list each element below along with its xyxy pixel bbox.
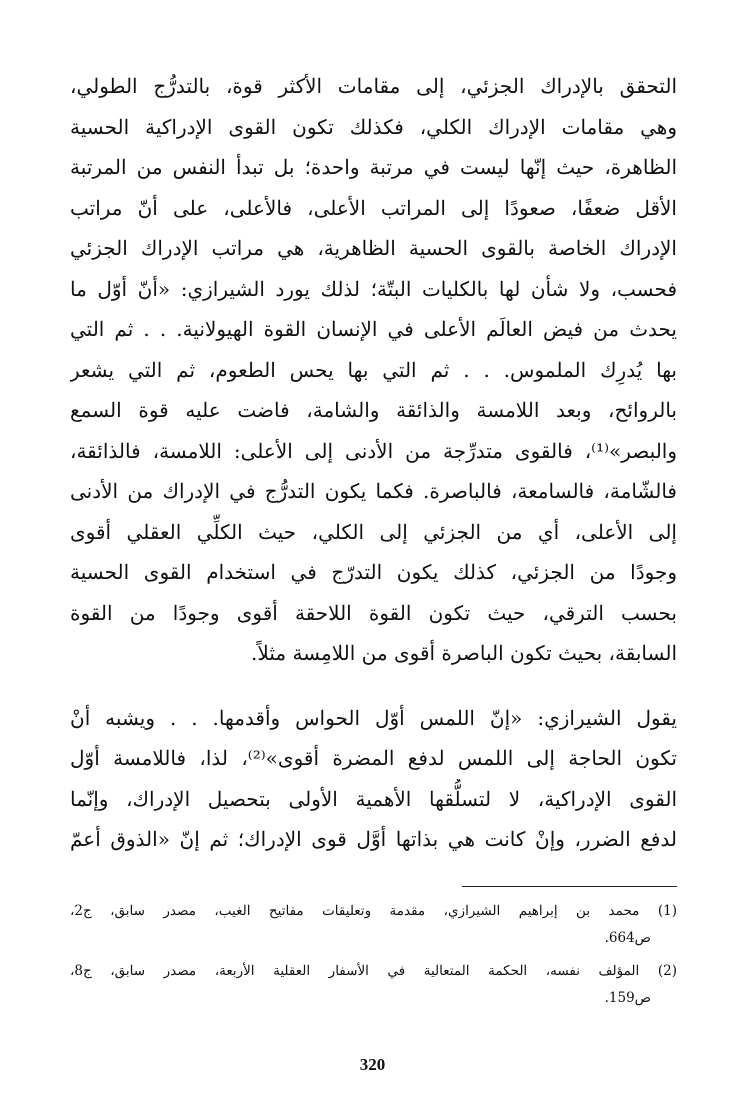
footnote-separator xyxy=(462,886,677,887)
text-line: السابقة، بحيث تكون الباصرة أقوى من اللامِسة مثلاً. xyxy=(251,641,677,665)
text-line: والبصر»⁽¹⁾، فالقوى متدرِّجة من الأدنى إلى الأعلى: اللامسة، فالذائقة، xyxy=(70,438,677,463)
text-line: الظاهرة، حيث إنّها ليست في مرتبة واحدة؛ بل تبدأ النفس من المرتبة xyxy=(70,155,677,179)
footnote-line: (1) محمد بن إبراهيم الشيرازي، مقدمة وتعليقات مفاتيح الغيب، مصدر سابق، ج2، xyxy=(70,903,677,919)
text-line: وجودًا من الجزئي، كذلك يكون التدرّج في استخدام القوى الحسية xyxy=(70,560,677,584)
main-text xyxy=(70,66,677,860)
footnotes xyxy=(70,898,677,1012)
text-line: إلى الأعلى، أي من الجزئي إلى الكلي، حيث الكلِّي العقلي أقوى xyxy=(70,519,677,544)
text-line: بها يُدرِك الملموس. . . ثم التي بها يحس الطعوم، ثم التي يشعر xyxy=(70,357,677,382)
paragraph-1 xyxy=(70,66,677,674)
text-line: يقول الشيرازي: «إنّ اللمس أوّل الحواس وأقدمها. . . ويشبه أنْ xyxy=(70,705,677,730)
text-line: بالروائح، وبعد اللامسة والذائقة والشامة، فاضت عليه قوة السمع xyxy=(70,398,677,422)
footnote-1 xyxy=(70,898,677,952)
text-line: التحقق بالإدراك الجزئي، إلى مقامات الأكثر قوة، بالتدرُّج الطولي، xyxy=(70,74,677,98)
page-number: 320 xyxy=(359,1055,386,1074)
paragraph-spacer xyxy=(70,674,677,698)
text-line: وهي مقامات الإدراك الكلي، فكذلك تكون القوى الإدراكية الحسية xyxy=(70,114,677,139)
text-line: فالشّامة، فالسامعة، فالباصرة. فكما يكون التدرُّج في الإدراك من الأدنى xyxy=(70,479,677,503)
footnote-2 xyxy=(70,958,677,1012)
text-line: تكون الحاجة إلى اللمس لدفع المضرة أقوى»⁽²⁾، لذا، فاللامسة أوّل xyxy=(70,746,677,770)
text-line: لدفع الضرر، وإنْ كانت هي بذاتها أوَّل قوى الإدراك؛ ثم إنّ «الذوق أعمّ xyxy=(70,827,677,851)
footnote-line: ص664. xyxy=(604,930,651,946)
footnote-line: (2) المؤلف نفسه، الحكمة المتعالية في الأسفار العقلية الأربعة، مصدر سابق، ج8، xyxy=(70,963,677,979)
footnote-line: ص159. xyxy=(604,990,651,1006)
text-line: يحدث من فيض العالَم الأعلى في الإنسان القوة الهيولانية. . . ثم التي xyxy=(70,317,677,341)
text-line: القوى الإدراكية، لا لتسلُّقها الأهمية الأولى بتحصيل الإدراك، وإنّما xyxy=(70,786,677,811)
text-line: فحسب، ولا شأن لها بالكليات البتّة؛ لذلك يورد الشيرازي: «أنّ أوّل ما xyxy=(70,276,677,301)
text-line: الإدراك الخاصة بالقوى الحسية الظاهرية، هي مراتب الإدراك الجزئي xyxy=(70,236,677,260)
text-line: بحسب الترقي، حيث تكون القوة اللاحقة أقوى وجودًا من القوة xyxy=(70,600,677,625)
paragraph-2 xyxy=(70,698,677,860)
text-line: الأقل ضعفًا، صعودًا إلى المراتب الأعلى، فالأعلى، على أنّ مراتب xyxy=(70,195,677,220)
